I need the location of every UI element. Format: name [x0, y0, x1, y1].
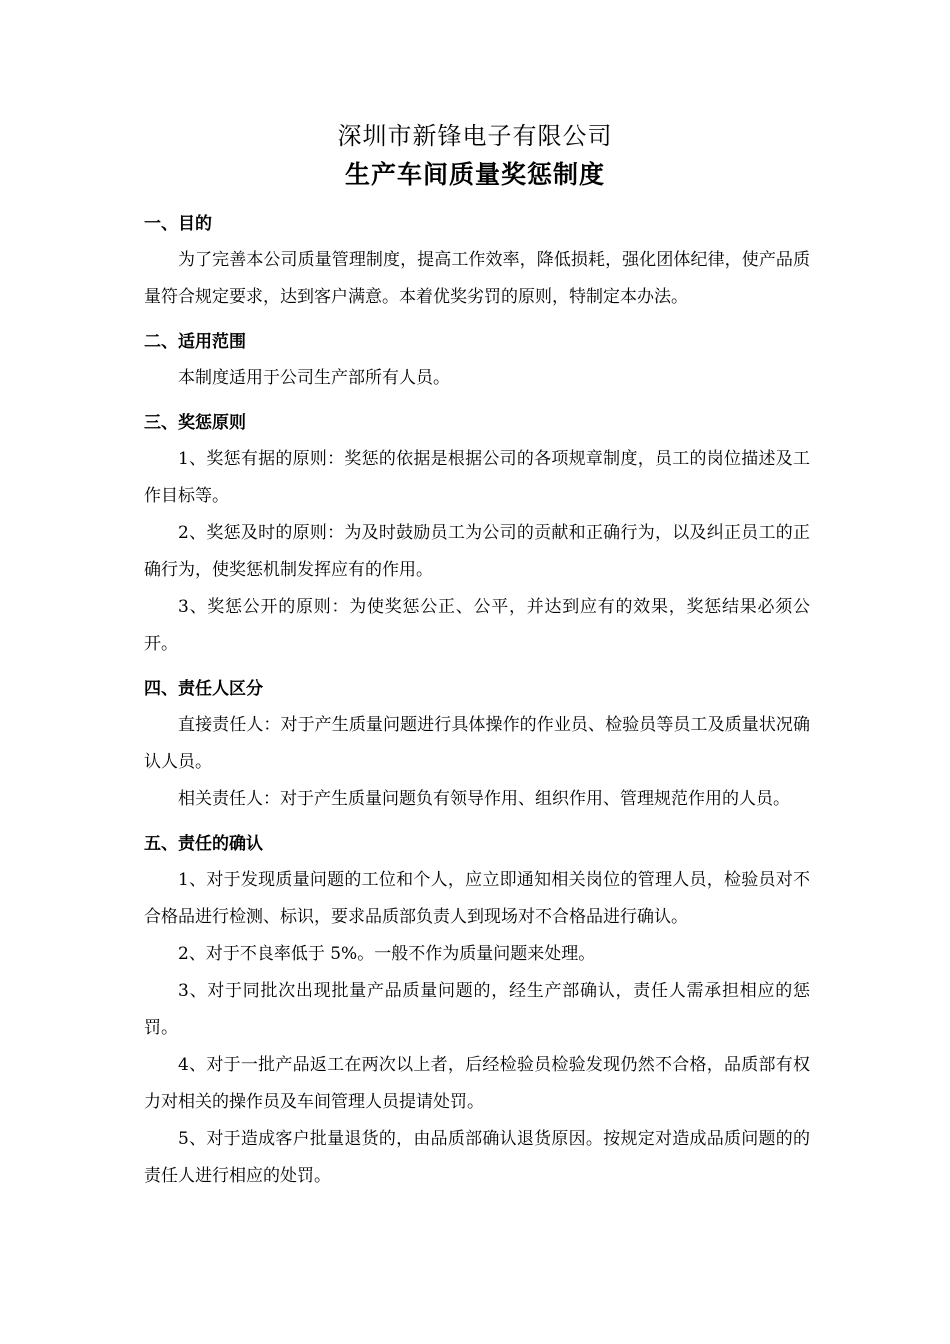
section-paragraph: 1、奖惩有据的原则：奖惩的依据是根据公司的各项规章制度，员工的岗位描述及工作目标等。: [144, 449, 810, 506]
section-paragraph: 直接责任人：对于产生质量问题进行具体操作的作业员、检验员等员工及质量状况确认人员。: [144, 715, 810, 772]
section-paragraph: 相关责任人：对于产生质量问题负有领导作用、组织作用、管理规范作用的人员。: [178, 789, 790, 809]
section-heading-confirmation: 五、责任的确认: [144, 834, 263, 854]
section-heading-principles: 三、奖惩原则: [144, 413, 246, 433]
section-paragraph: 3、奖惩公开的原则：为使奖惩公正、公平，并达到应有的效果，奖惩结果必须公开。: [144, 597, 810, 654]
company-name: 深圳市新锋电子有限公司: [337, 122, 613, 150]
section-paragraph: 3、对于同批次出现批量产品质量问题的，经生产部确认，责任人需承担相应的惩罚。: [144, 981, 810, 1038]
section-heading-purpose: 一、目的: [144, 214, 212, 234]
section-paragraph: 4、对于一批产品返工在两次以上者，后经检验员检验发现仍然不合格，品质部有权力对相关的操作员及车间管理人员提请处罚。: [144, 1055, 810, 1112]
document-body: [144, 210, 810, 1195]
section-paragraph: 2、对于不良率低于 5%。一般不作为质量问题来处理。: [178, 944, 596, 964]
section-paragraph: 5、对于造成客户批量退货的，由品质部确认退货原因。按规定对造成品质问题的的责任人进行相应的处罚。: [144, 1129, 810, 1186]
section-heading-scope: 二、适用范围: [144, 332, 246, 352]
section-heading-responsibility: 四、责任人区分: [144, 679, 263, 699]
section-paragraph: 1、对于发现质量问题的工位和个人，应立即通知相关岗位的管理人员，检验员对不合格品进行检测、标识，要求品质部负责人到现场对不合格品进行确认。: [144, 870, 810, 927]
section-paragraph: 本制度适用于公司生产部所有人员。: [178, 368, 450, 388]
section-paragraph: 为了完善本公司质量管理制度，提高工作效率，降低损耗，强化团体纪律，使产品质量符合规定要求，达到客户满意。本着优奖劣罚的原则，特制定本办法。: [144, 250, 810, 307]
document-title: 生产车间质量奖惩制度: [344, 160, 605, 189]
section-paragraph: 2、奖惩及时的原则：为及时鼓励员工为公司的贡献和正确行为，以及纠正员工的正确行为，使奖惩机制发挥应有的作用。: [144, 523, 810, 580]
